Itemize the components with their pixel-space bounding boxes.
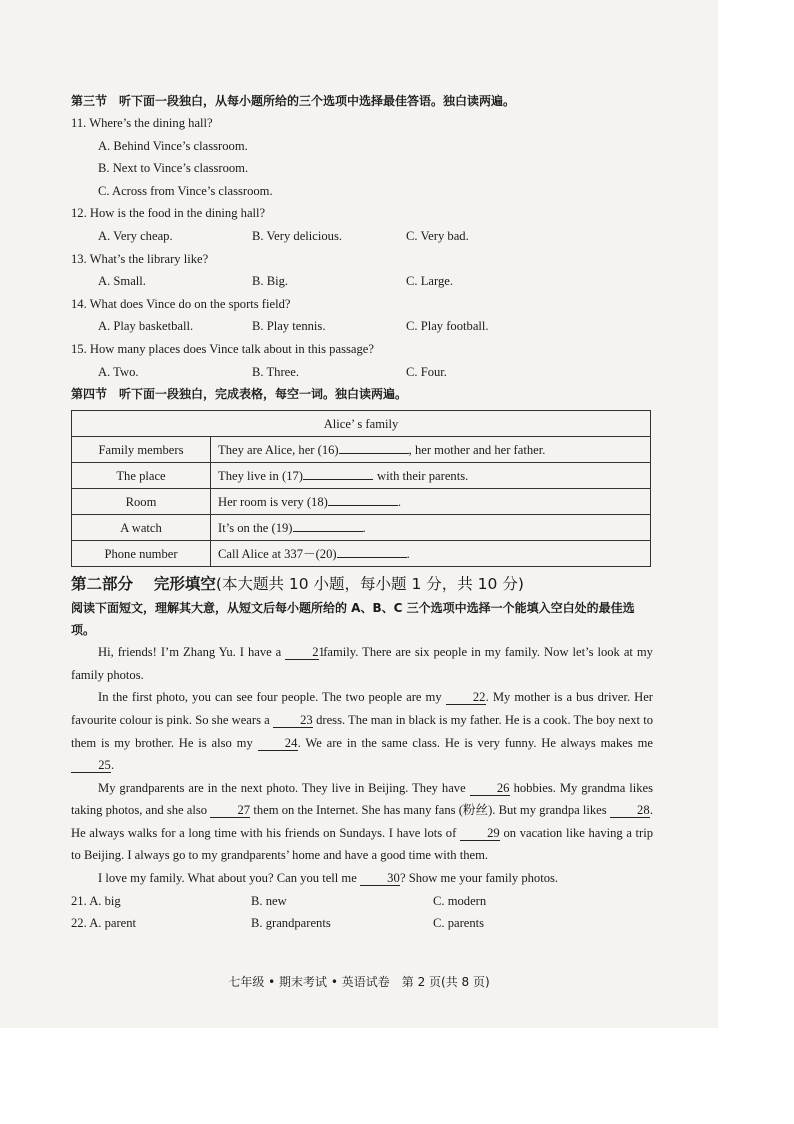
passage-text: dress. The man in black is (316, 712, 448, 727)
blank-20[interactable] (337, 557, 407, 558)
blank-27[interactable]: 27 (210, 803, 250, 818)
blank-29[interactable]: 29 (460, 826, 500, 841)
blank-26[interactable]: 26 (470, 781, 510, 796)
passage-text: on vacation like having a trip to Beijing. I always go to my (71, 825, 654, 863)
blank-24[interactable]: 24 (258, 736, 298, 751)
option-a: A. Very cheap. (98, 228, 173, 243)
passage-paragraph-4 (71, 867, 653, 890)
row-label: Phone number (72, 541, 211, 567)
choice-b: B. new (251, 893, 287, 908)
choice-a: 21. A. big (71, 893, 121, 908)
blank-16[interactable] (339, 453, 409, 454)
passage-text: . (111, 758, 115, 773)
choice-c: C. parents (433, 916, 485, 931)
passage-text: Now let’s look at my family photos. (71, 645, 653, 682)
option-a: A. Small. (98, 274, 146, 289)
row-text-after: , her mother and her father. (408, 442, 546, 457)
options-row (71, 315, 653, 338)
option-b: B. Three. (252, 364, 299, 379)
row-text-after: with their parents. (376, 468, 469, 483)
blank-25[interactable]: 25 (71, 758, 111, 773)
question-12 (71, 202, 653, 247)
passage-text: (粉丝). But my grandpa likes (458, 803, 607, 818)
table-row (72, 489, 651, 515)
row-text-after: . (362, 520, 366, 535)
table-row (72, 515, 651, 541)
option-a: A. Two. (98, 364, 139, 379)
passage-text: My grandma likes taking photos, and she also (71, 780, 654, 818)
row-text-before: It’s on the (19) (218, 520, 293, 535)
question-stem: 11. Where’s the dining hall? (71, 116, 213, 130)
part2-heading (71, 571, 653, 597)
option-a: A. Behind Vince’s classroom. (98, 138, 248, 153)
option-c: C. Across from Vince’s classroom. (98, 183, 273, 198)
choice-b: B. grandparents (251, 916, 331, 931)
blank-23[interactable]: 23 (273, 713, 313, 728)
question-15 (71, 338, 653, 383)
part2-instructions: 阅读下面短文，理解其大意，从短文后每小题所给的 A、B、C 三个选项中选择一个能填入空白处的最佳选项。 (71, 601, 635, 638)
table-title: Alice’ s family (72, 411, 651, 437)
options-row (71, 225, 653, 248)
question-stem: 14. What does Vince do on the sports field? (71, 296, 291, 311)
question-stem: 13. What’s the library like? (71, 251, 209, 266)
choice-row-22 (71, 912, 653, 935)
passage-text: ? Show me your family photos. (399, 871, 559, 886)
question-11 (71, 112, 653, 202)
passage-text: grandparents’ home and have a good time with them. (220, 848, 489, 863)
part2-score: (本大题共 10 小题，每小题 1 分，共 10 分) (215, 575, 524, 594)
option-c: C. Play football. (406, 319, 489, 334)
options-row (71, 361, 653, 384)
passage-text: . He always walks for a long time with his friends on (71, 803, 653, 840)
option-b: B. Very delicious. (252, 228, 343, 243)
choice-c: C. modern (433, 893, 487, 908)
page-content (71, 90, 653, 935)
section4-heading: 第四节 听下面一段独白，完成表格，每空一词。独白读两遍。 (71, 387, 408, 402)
option-c: C. Very bad. (406, 228, 469, 243)
passage-text: hobbies. (513, 780, 556, 795)
option-b: B. Next to Vince’s classroom. (98, 161, 249, 176)
section3-heading: 第三节 听下面一段独白，从每小题所给的三个选项中选择最佳答语。独白读两遍。 (71, 94, 516, 108)
passage-text: Sundays. I have lots of (339, 825, 457, 840)
blank-21[interactable]: 21 (285, 645, 319, 660)
question-stem: 12. How is the food in the dining hall? (71, 206, 266, 221)
family-table (71, 410, 651, 567)
choice-row-21 (71, 890, 653, 913)
page-footer: 七年级 • 期末考试 • 英语试卷 第 2 页(共 8 页) (228, 975, 490, 989)
passage-text: the same class. He is very funny. He always makes me (361, 735, 653, 750)
row-label: A watch (72, 515, 211, 541)
row-text-before: They live in (17) (218, 468, 303, 483)
blank-17[interactable] (303, 479, 373, 480)
passage-text: my father. He is a cook. The boy next to them is my brother. He is also my (71, 712, 653, 750)
question-13 (71, 248, 653, 293)
passage-text: In the first photo, you can see four people. The two people are my (98, 690, 442, 705)
option-c: C. Large. (406, 274, 453, 289)
row-text-after: . (406, 546, 410, 561)
passage-text: . We are in (297, 735, 357, 750)
question-14 (71, 293, 653, 338)
row-content (211, 437, 651, 463)
row-label: Family members (72, 437, 211, 463)
passage-text: them on the Internet. She has many fans (253, 803, 456, 818)
choice-a: 22. A. parent (71, 916, 137, 931)
passage-paragraph-2 (71, 686, 653, 776)
blank-28[interactable]: 28 (610, 803, 650, 818)
passage-paragraph-3 (71, 777, 653, 867)
passage-paragraph-1 (71, 641, 653, 686)
option-a: A. Play basketball. (98, 319, 194, 334)
row-content (211, 541, 651, 567)
row-content (211, 463, 651, 489)
row-text-before: Call Alice at 337－(20) (218, 546, 337, 561)
row-text-after: . (397, 494, 401, 509)
row-text-before: Her room is very (18) (218, 494, 328, 509)
table-row (72, 463, 651, 489)
blank-18[interactable] (328, 505, 398, 506)
blank-30[interactable]: 30 (360, 871, 400, 886)
passage-text: family. There are six people in my family. (323, 645, 541, 660)
passage-text: a bus driver. Her favourite colour is pink. So she wears a (71, 690, 654, 727)
row-content (211, 489, 651, 515)
passage-text: . My mother is (485, 690, 563, 705)
options-row (71, 270, 653, 293)
table-row (72, 541, 651, 567)
option-c: C. Four. (406, 364, 447, 379)
blank-22[interactable]: 22 (446, 690, 486, 705)
question-stem: 15. How many places does Vince talk about in this passage? (71, 341, 374, 356)
row-content (211, 515, 651, 541)
part2-title: 第二部分 完形填空 (71, 575, 216, 594)
passage-text: My grandparents are in the next photo. They live in Beijing. They have (98, 780, 466, 795)
row-label: Room (72, 489, 211, 515)
row-label: The place (72, 463, 211, 489)
option-b: B. Play tennis. (252, 319, 326, 334)
option-b: B. Big. (252, 274, 289, 289)
table-caption-row (72, 411, 651, 437)
table-row (72, 437, 651, 463)
row-text-before: They are Alice, her (16) (218, 442, 339, 457)
passage-text: I love my family. What about you? Can you tell me (98, 871, 357, 886)
passage-text: Hi, friends! I’m Zhang Yu. I have a (98, 645, 282, 660)
blank-19[interactable] (293, 531, 363, 532)
